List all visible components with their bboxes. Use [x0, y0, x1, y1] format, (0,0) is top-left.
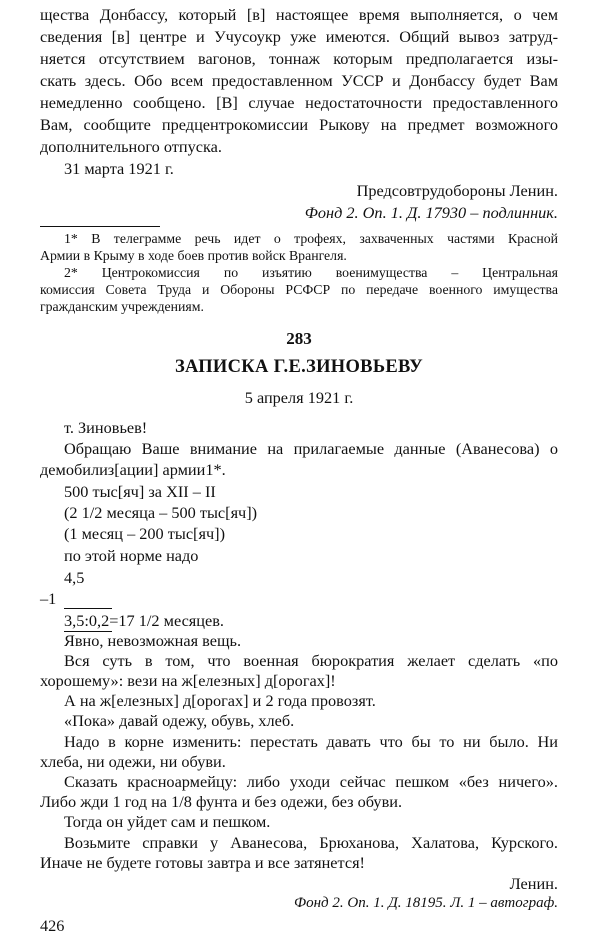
footnote-2-line: 2* Центрокомиссия по изъятию военимущества – Центральная [64, 265, 558, 280]
text-line: няется отсутствием вагонов, тоннаж которым предполагается изы- [40, 49, 558, 68]
footnote-2-line: гражданским учреждениям. [40, 299, 204, 314]
calc-line: по этой норме надо [64, 545, 199, 565]
addressee: т. Зиновьев! [64, 417, 148, 437]
body-line: Сказать красноармейцу: либо уходи сейчас пешком «без ничего». [64, 772, 558, 791]
calc-line: 500 тыс[яч] за XII – II [64, 481, 216, 501]
body-line: Возьмите справки у Аванесова, Брюханова, Халатова, Курского. [64, 832, 558, 852]
calc-line: (1 месяц – 200 тыс[яч]) [64, 523, 225, 543]
footnote-2-line: комиссия Совета Труда и Обороны РСФСР по передаче военного имущества [40, 282, 558, 297]
body-line: А на ж[елезных] д[орогах] и 2 года провозят. [64, 691, 376, 711]
body-line: Либо жди 1 год на 1/8 фунта и без одежи, без обуви. [40, 792, 403, 812]
text-line: скать здесь. Обо всем предоставленном УССР и Донбассу будет Вам [40, 71, 558, 90]
body-line: хорошему»: вези на ж[елезных] д[орогах]! [40, 671, 336, 690]
text-line: Вам, сообщите предцентрокомиссии Рыкову на предмет возможного [40, 115, 558, 134]
calc-line: (2 1/2 месяца – 500 тыс[яч]) [64, 502, 258, 522]
document-title: ЗАПИСКА Г.Е.ЗИНОВЬЕВУ [174, 356, 424, 377]
page-number: 426 [40, 917, 80, 935]
calc-line: 4,5 [64, 567, 85, 587]
body-line: Явно, невозможная вещь. [64, 630, 242, 650]
footnote-divider [40, 226, 160, 227]
text-line: дополнительного отпуска. [40, 137, 222, 156]
intro-line: демобилиз[ации] армии1*. [40, 459, 226, 479]
prev-signature: Предсовтрудобороны Ленин. [356, 181, 558, 200]
footnote-1-line: Армии в Крыму в ходе боев против войск Врангеля. [40, 248, 347, 263]
intro-line: Обращаю Ваше внимание на прилагаемые данные (Аванесова) о [64, 438, 558, 458]
signature: Ленин. [509, 874, 558, 893]
body-line: Вся суть в том, что военная бюрократия желает сделать «по [64, 650, 558, 670]
calc-line: –1 [40, 588, 57, 608]
text-line: щества Донбассу, который [в] настоящее время выполняется, о чем [40, 5, 558, 24]
text-line: сведения [в] центре и Учусоукр уже имеются. Общий вывоз затруд- [40, 27, 558, 46]
body-line: Тогда он уйдет сам и пешком. [64, 812, 271, 832]
document-date: 5 апреля 1921 г. [244, 387, 354, 407]
archive-source: Фонд 2. Оп. 1. Д. 18195. Л. 1 – автограф. [294, 895, 558, 911]
calc-result: 3,5:0,2=17 1/2 месяцев. [64, 610, 224, 630]
prev-date: 31 марта 1921 г. [64, 159, 174, 178]
document-number: 283 [286, 328, 312, 348]
calc-underline [64, 608, 112, 609]
body-line: «Пока» давай одежу, обувь, хлеб. [64, 711, 295, 731]
body-line: Надо в корне изменить: перестать давать что бы то ни было. Ни [64, 731, 558, 751]
footnote-1-line: 1* В телеграмме речь идет о трофеях, захваченных частями Красной [64, 231, 558, 246]
text-line: немедленно сообщено. [В] случае недостаточности предоставленного [40, 93, 558, 112]
body-line: Иначе не будете готовы завтра и все затянется! [40, 852, 365, 872]
prev-archive-source: Фонд 2. Оп. 1. Д. 17930 – подлинник. [304, 203, 558, 222]
body-line: хлеба, ни одежи, ни обуви. [40, 751, 226, 771]
